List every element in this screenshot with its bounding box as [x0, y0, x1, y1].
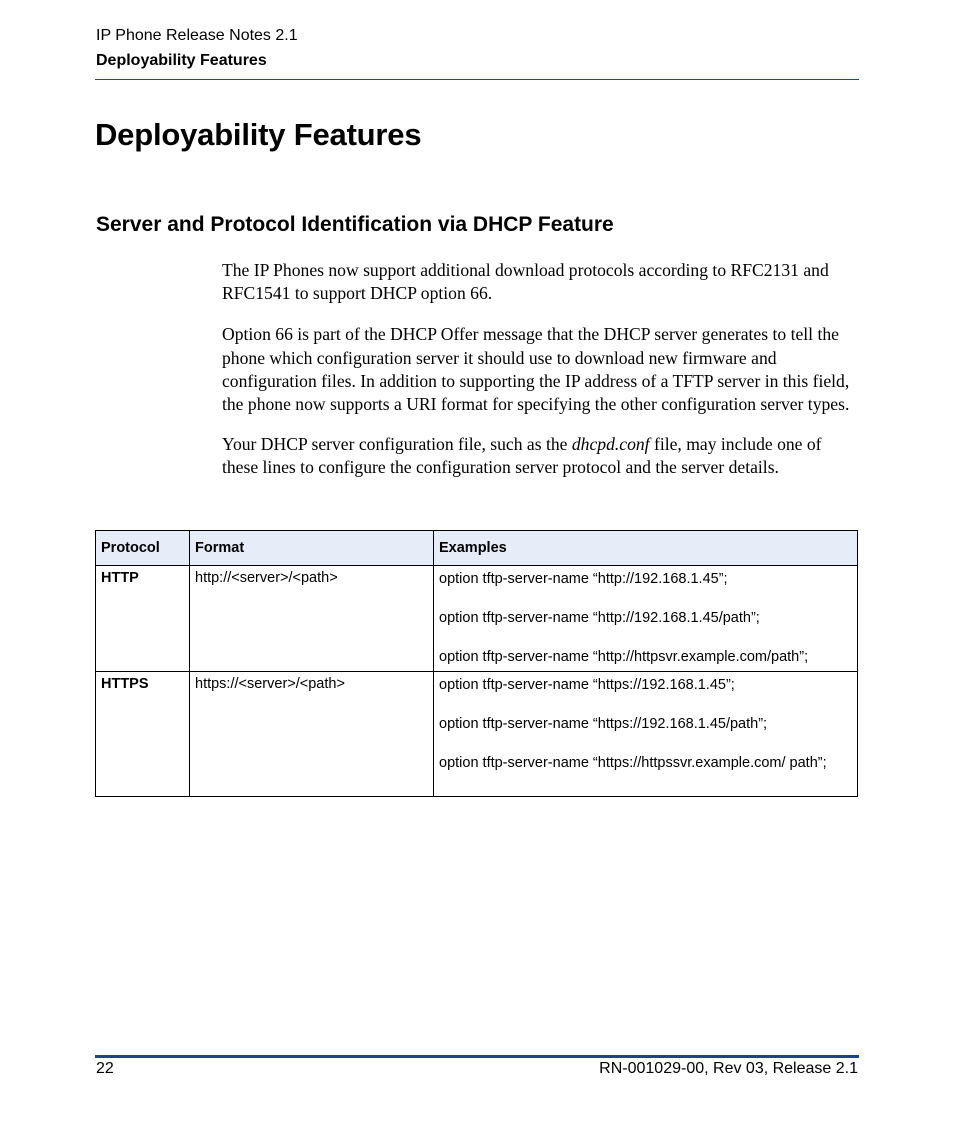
examples-cell [434, 566, 858, 672]
protocol-cell: HTTP [96, 566, 190, 672]
filename-italic: dhcpd.conf [571, 434, 650, 455]
example-line: option tftp-server-name “http://httpsvr.example.com/path”; [439, 649, 809, 665]
example-line: option tftp-server-name “https://192.168.1.45”; [439, 677, 735, 693]
table-row [96, 672, 858, 797]
column-header-examples: Examples [434, 531, 858, 566]
paragraph-1: The IP Phones now support additional download protocols according to RFC2131 and RFC1541 to support DHCP option 66. [222, 260, 829, 304]
table-header-row [96, 531, 858, 566]
column-header-format: Format [190, 531, 434, 566]
column-header-protocol: Protocol [96, 531, 190, 566]
example-line: option tftp-server-name “http://192.168.1.45”; [439, 571, 728, 587]
example-line: option tftp-server-name “http://192.168.1.45/path”; [439, 610, 760, 626]
header-divider [95, 79, 859, 80]
paragraph-3-text-a: Your DHCP server configuration file, such as the [222, 434, 572, 455]
page-title: Deployability Features [95, 117, 422, 152]
running-header-title: IP Phone Release Notes 2.1 [96, 27, 298, 44]
page-number: 22 [96, 1060, 114, 1077]
paragraph-3 [222, 433, 862, 479]
example-line: option tftp-server-name “https://192.168.1.45/path”; [439, 716, 768, 732]
body-text [222, 259, 862, 497]
running-header-section: Deployability Features [96, 52, 267, 69]
example-line: option tftp-server-name “https://httpssvr.example.com/ path”; [439, 755, 827, 771]
protocol-cell: HTTPS [96, 672, 190, 797]
protocol-table [95, 530, 858, 797]
paragraph-3-text-b: file, may include one of these lines to configure the configuration server protocol and the server details. [222, 434, 822, 478]
footer-divider [95, 1055, 859, 1058]
format-cell: http://<server>/<path> [190, 566, 434, 672]
examples-cell [434, 672, 858, 797]
paragraph-2: Option 66 is part of the DHCP Offer message that the DHCP server generates to tell the phone which configuration server it should use to download new firmware and configuration files. In addition to supporting the IP address of a TFTP server in this field, the phone now supports a URI format for specifying the other configuration server types. [222, 324, 850, 415]
table-row [96, 566, 858, 672]
section-heading: Server and Protocol Identification via DHCP Feature [96, 213, 614, 236]
format-cell: https://<server>/<path> [190, 672, 434, 797]
document-id: RN-001029-00, Rev 03, Release 2.1 [599, 1060, 858, 1077]
